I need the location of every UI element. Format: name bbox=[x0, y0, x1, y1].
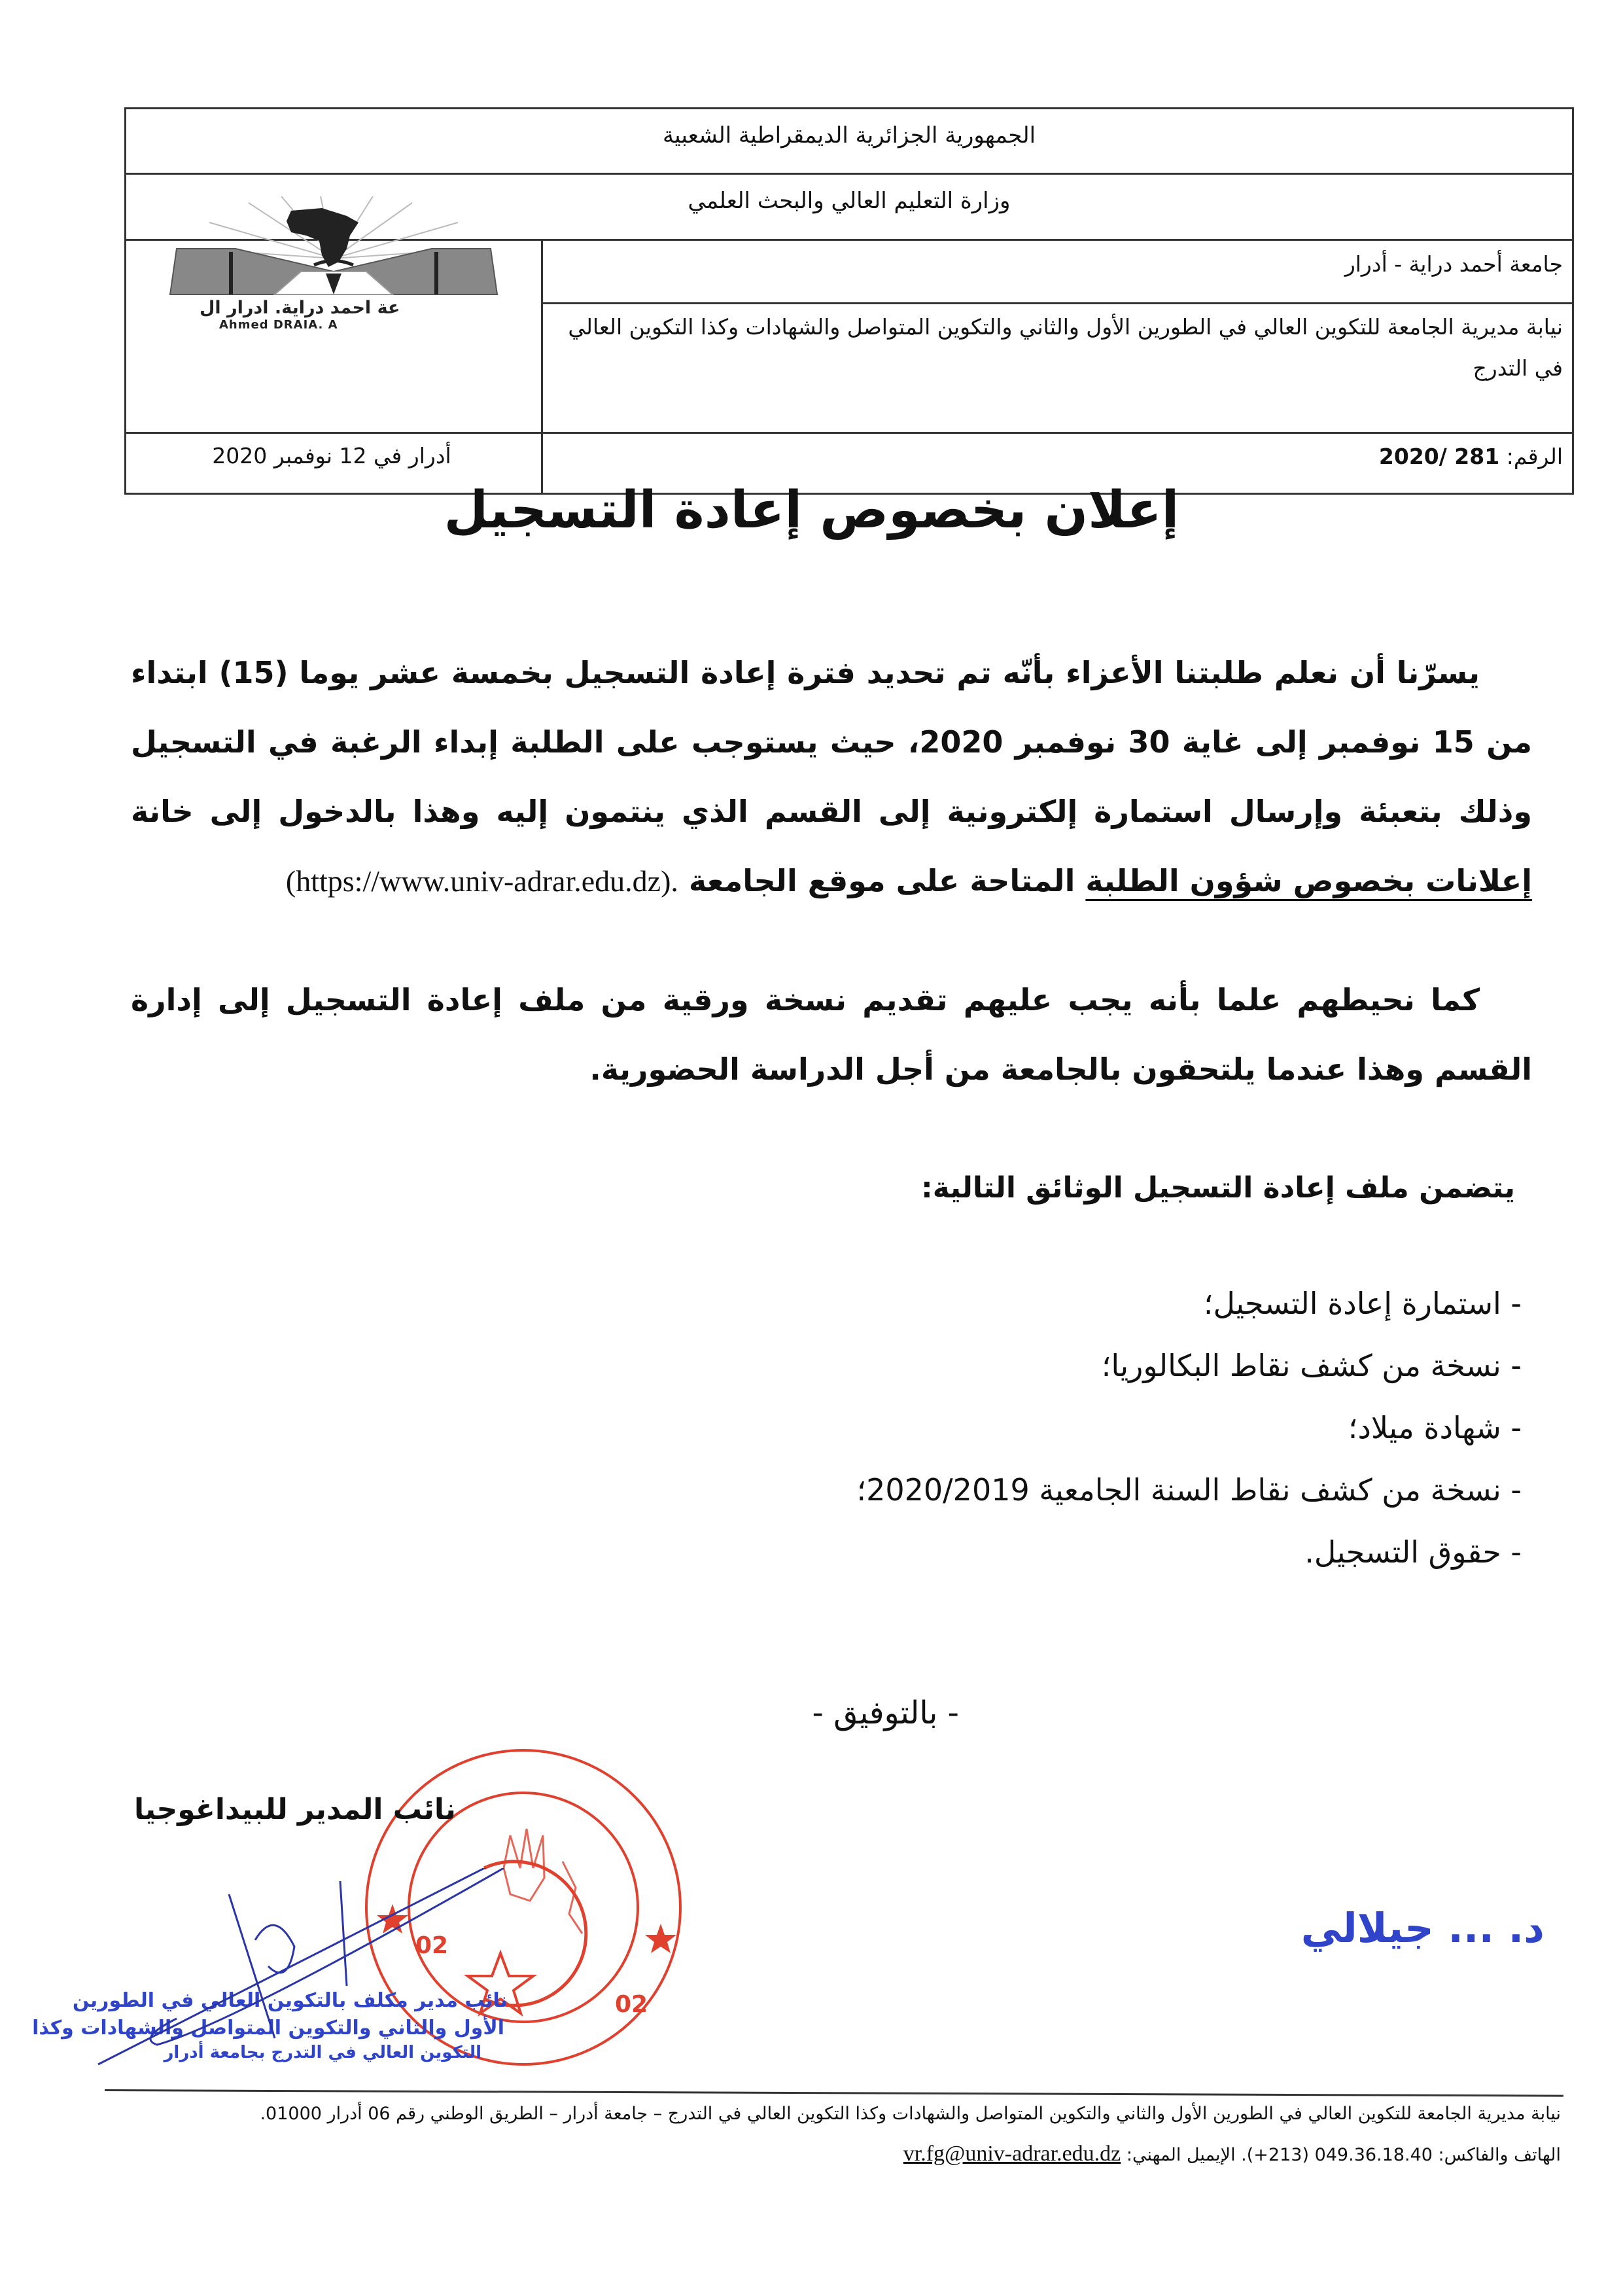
seal-number-right: 02 bbox=[615, 1991, 648, 2018]
signatory-role-line: نائب مدير مكلف بالتكوين العالي في الطورين bbox=[72, 1989, 508, 2012]
reference-number bbox=[1379, 436, 1563, 478]
signatory-name: د. ... جيلالي bbox=[1300, 1904, 1544, 1952]
reference-value: 2020/ 281 bbox=[1378, 444, 1500, 469]
page-title: إعلان بخصوص إعادة التسجيل bbox=[444, 481, 1179, 540]
closing-wish: - بالتوفيق - bbox=[812, 1695, 959, 1731]
footer-divider bbox=[105, 2089, 1563, 2097]
place-date: أدرار في 12 نوفمبر 2020 bbox=[212, 443, 451, 468]
list-item: - نسخة من كشف نقاط السنة الجامعية 2020/2019؛ bbox=[856, 1472, 1522, 1508]
header-divider bbox=[126, 432, 1572, 434]
announcements-section-link[interactable]: إعلانات بخصوص شؤون الطلبة bbox=[1085, 863, 1532, 898]
seal-number-left: 02 bbox=[415, 1932, 449, 1959]
signatory-role-line: التكوين العالي في التدرج بجامعة أدرار bbox=[164, 2043, 481, 2062]
announcement-paragraph bbox=[131, 638, 1532, 916]
ministry-name: وزارة التعليم العالي والبحث العلمي bbox=[688, 188, 1011, 214]
list-item: - حقوق التسجيل. bbox=[1304, 1534, 1522, 1570]
university-name: جامعة أحمد دراية - أدرار bbox=[1344, 251, 1563, 277]
required-documents-list bbox=[856, 1273, 1522, 1583]
star-icon bbox=[645, 1924, 676, 1953]
paragraph-text: المتاحة على موقع الجامعة bbox=[688, 863, 1075, 898]
list-item: - استمارة إعادة التسجيل؛ bbox=[1203, 1286, 1522, 1321]
signatory-title: نائب المدير للبيداغوجيا bbox=[134, 1793, 456, 1826]
republic-name: الجمهورية الجزائرية الديمقراطية الشعبية bbox=[662, 122, 1036, 149]
reference-label: الرقم: bbox=[1506, 444, 1563, 469]
footer-contact bbox=[903, 2142, 1561, 2166]
directorate-name: نيابة مديرية الجامعة للتكوين العالي في الطورين الأول والثاني والتكوين المتواصل والشهادات وكذا التكوين العالي في التدرج bbox=[568, 314, 1563, 381]
signatory-role-line: الأول والثاني والتكوين المتواصل والشهادات وكذا bbox=[32, 2017, 504, 2040]
header-divider bbox=[126, 173, 1572, 175]
paragraph-text: يسرّنا أن نعلم طلبتنا الأعزاء بأنّه تم تحديد فترة إعادة التسجيل بخمسة عشر يوما (15) ابتداء من 15 نوفمبر إلى غاية 30 نوفمبر 2020، حيث يستوجب على الطلبة إبداء الرغبة في التسجيل وذلك بتعبئة وإرسال استمارة إلكترونية إلى القسم الذي ينتمون إليه وهذا بالدخول إلى خانة bbox=[131, 655, 1532, 829]
list-item: - نسخة من كشف نقاط البكالوريا؛ bbox=[1101, 1348, 1522, 1383]
footer-email-link[interactable]: vr.fg@univ-adrar.edu.dz bbox=[903, 2142, 1121, 2166]
header-divider bbox=[541, 302, 1572, 304]
list-item: - شهادة ميلاد؛ bbox=[1348, 1410, 1522, 1445]
footer-address: نيابة مديرية الجامعة للتكوين العالي في الطورين الأول والثاني والتكوين المتواصل والشهادات وكذا التكوين العالي في التدرج – جامعة أدرار – الطريق الوطني رقم 06 أدرار 01000. bbox=[260, 2104, 1561, 2124]
paper-copy-paragraph: كما نحيطهم علما بأنه يجب عليهم تقديم نسخة ورقية من ملف إعادة التسجيل إلى إدارة القسم وهذا عندما يلتحقون بالجامعة من أجل الدراسة الحضورية. bbox=[131, 982, 1532, 1087]
logo-caption-latin: Ahmed DRAIA. A bbox=[219, 318, 338, 332]
documents-intro: يتضمن ملف إعادة التسجيل الوثائق التالية: bbox=[921, 1171, 1515, 1205]
logo-caption-arabic: عة احمد دراية. ادرار ال bbox=[200, 298, 400, 318]
footer-phone-label: الهاتف والفاكس: 049.36.18.40 (213+). الإيميل المهني: bbox=[1126, 2145, 1561, 2165]
handwritten-signature bbox=[59, 1868, 517, 2071]
university-website-link[interactable]: (https://www.univ-adrar.edu.dz). bbox=[285, 864, 678, 898]
